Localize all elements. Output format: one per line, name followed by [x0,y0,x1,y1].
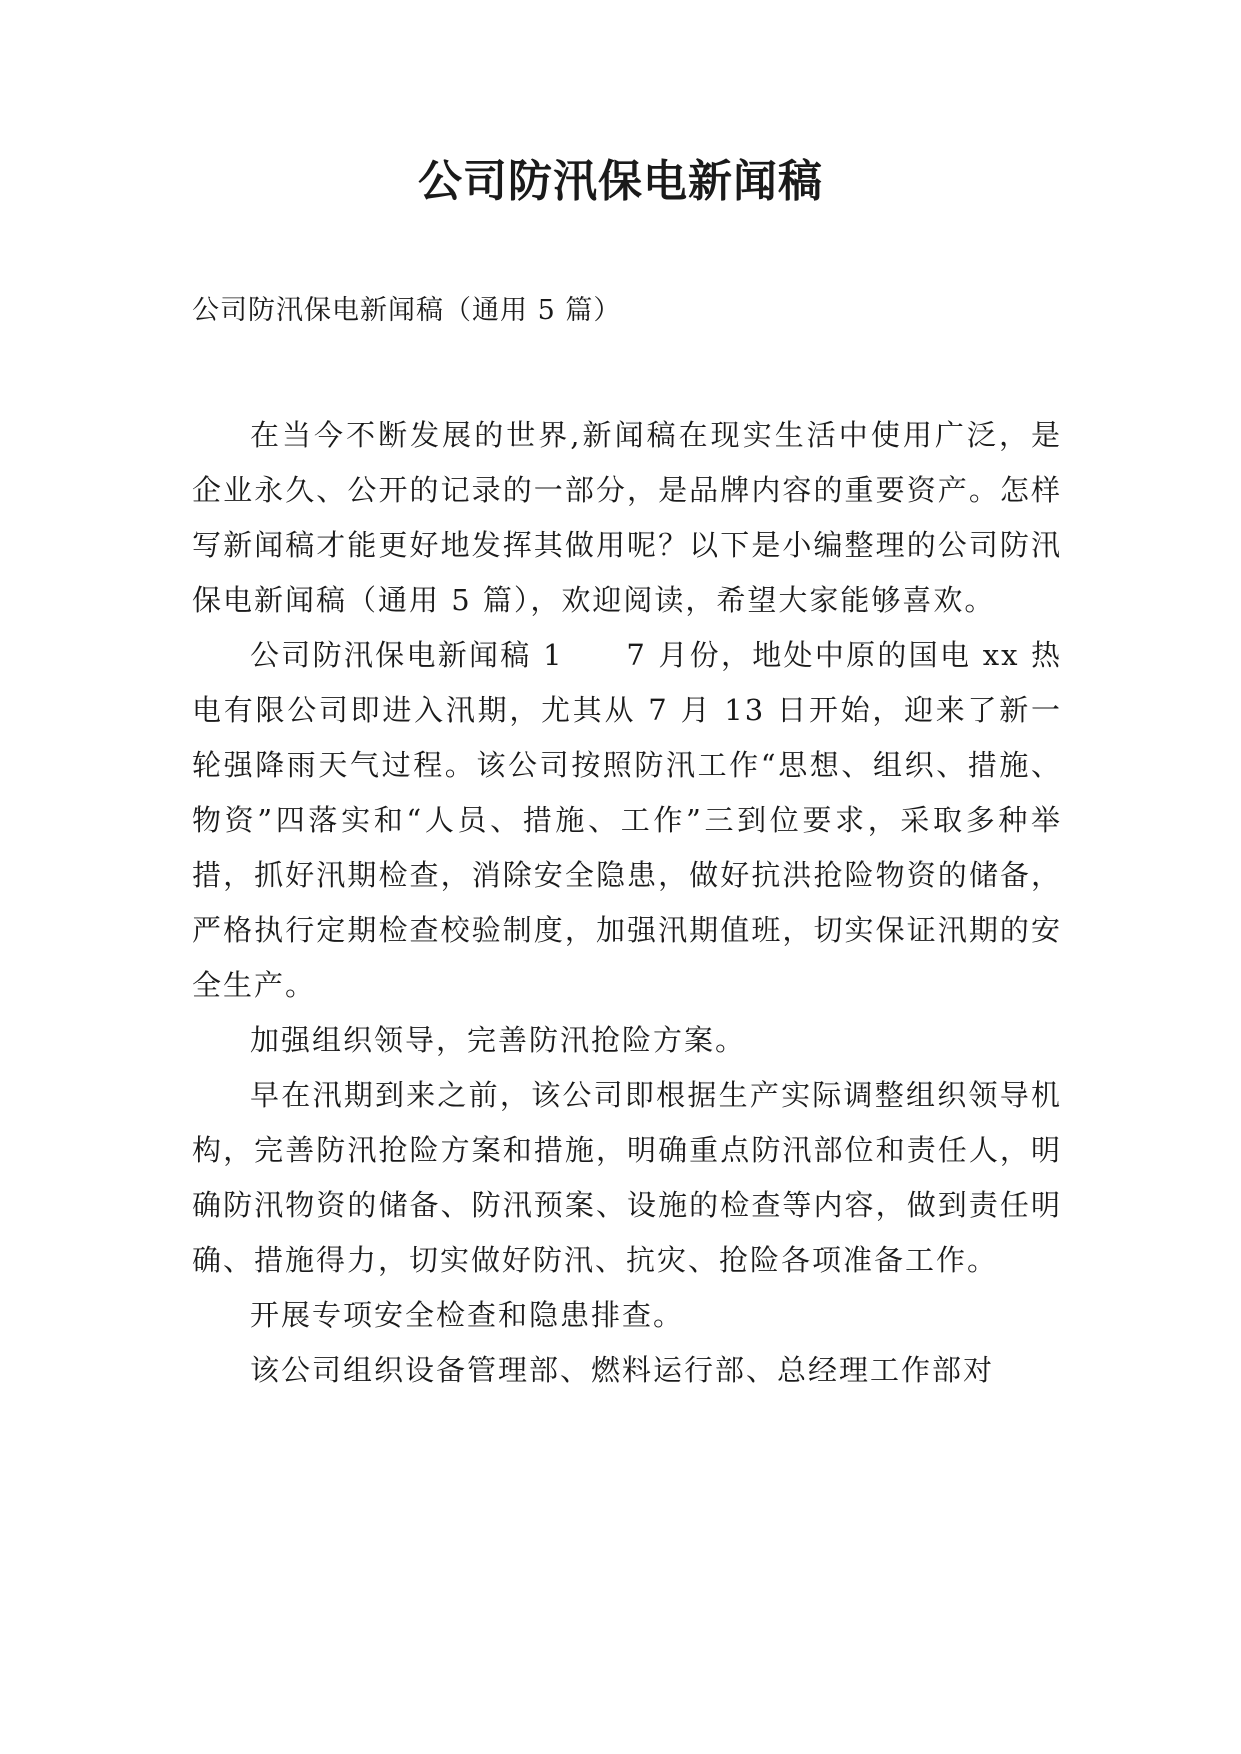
paragraph-preparation: 早在汛期到来之前，该公司即根据生产实际调整组织领导机构，完善防汛抢险方案和措施，明确重点防汛部位和责任人，明确防汛物资的储备、防汛预案、设施的检查等内容，做到责任明确、措施得力，切实做好防汛、抗灾、抢险各项准备工作。 [192,1078,1062,1277]
paragraph-intro: 在当今不断发展的世界,新闻稿在现实生活中使用广泛，是企业永久、公开的记录的一部分，是品牌内容的重要资产。怎样写新闻稿才能更好地发挥其做用呢？以下是小编整理的公司防汛保电新闻稿（通用 5 篇），欢迎阅读，希望大家能够喜欢。 [192,418,1062,617]
paragraph-article-1: 公司防汛保电新闻稿 1 7 月份，地处中原的国电 xx 热电有限公司即进入汛期，尤其从 7 月 13 日开始，迎来了新一轮强降雨天气过程。该公司按照防汛工作“思想、组织、措施、物资”四落实和“人员、措施、工作”三到位要求，采取多种举措，抓好汛期检查，消除安全隐患，做好抗洪抢险物资的储备，严格执行定期检查校验制度，加强汛期值班，切实保证汛期的安全生产。 [192,638,1062,1002]
document-subtitle: 公司防汛保电新闻稿（通用 5 篇） [192,295,622,326]
document-title: 公司防汛保电新闻稿 [418,156,823,207]
paragraph-heading-leadership: 加强组织领导，完善防汛抢险方案。 [250,1023,747,1057]
document-body [192,408,1062,1398]
paragraph-inspection: 该公司组织设备管理部、燃料运行部、总经理工作部对 [250,1353,995,1387]
paragraph-heading-inspection: 开展专项安全检查和隐患排查。 [250,1298,685,1332]
